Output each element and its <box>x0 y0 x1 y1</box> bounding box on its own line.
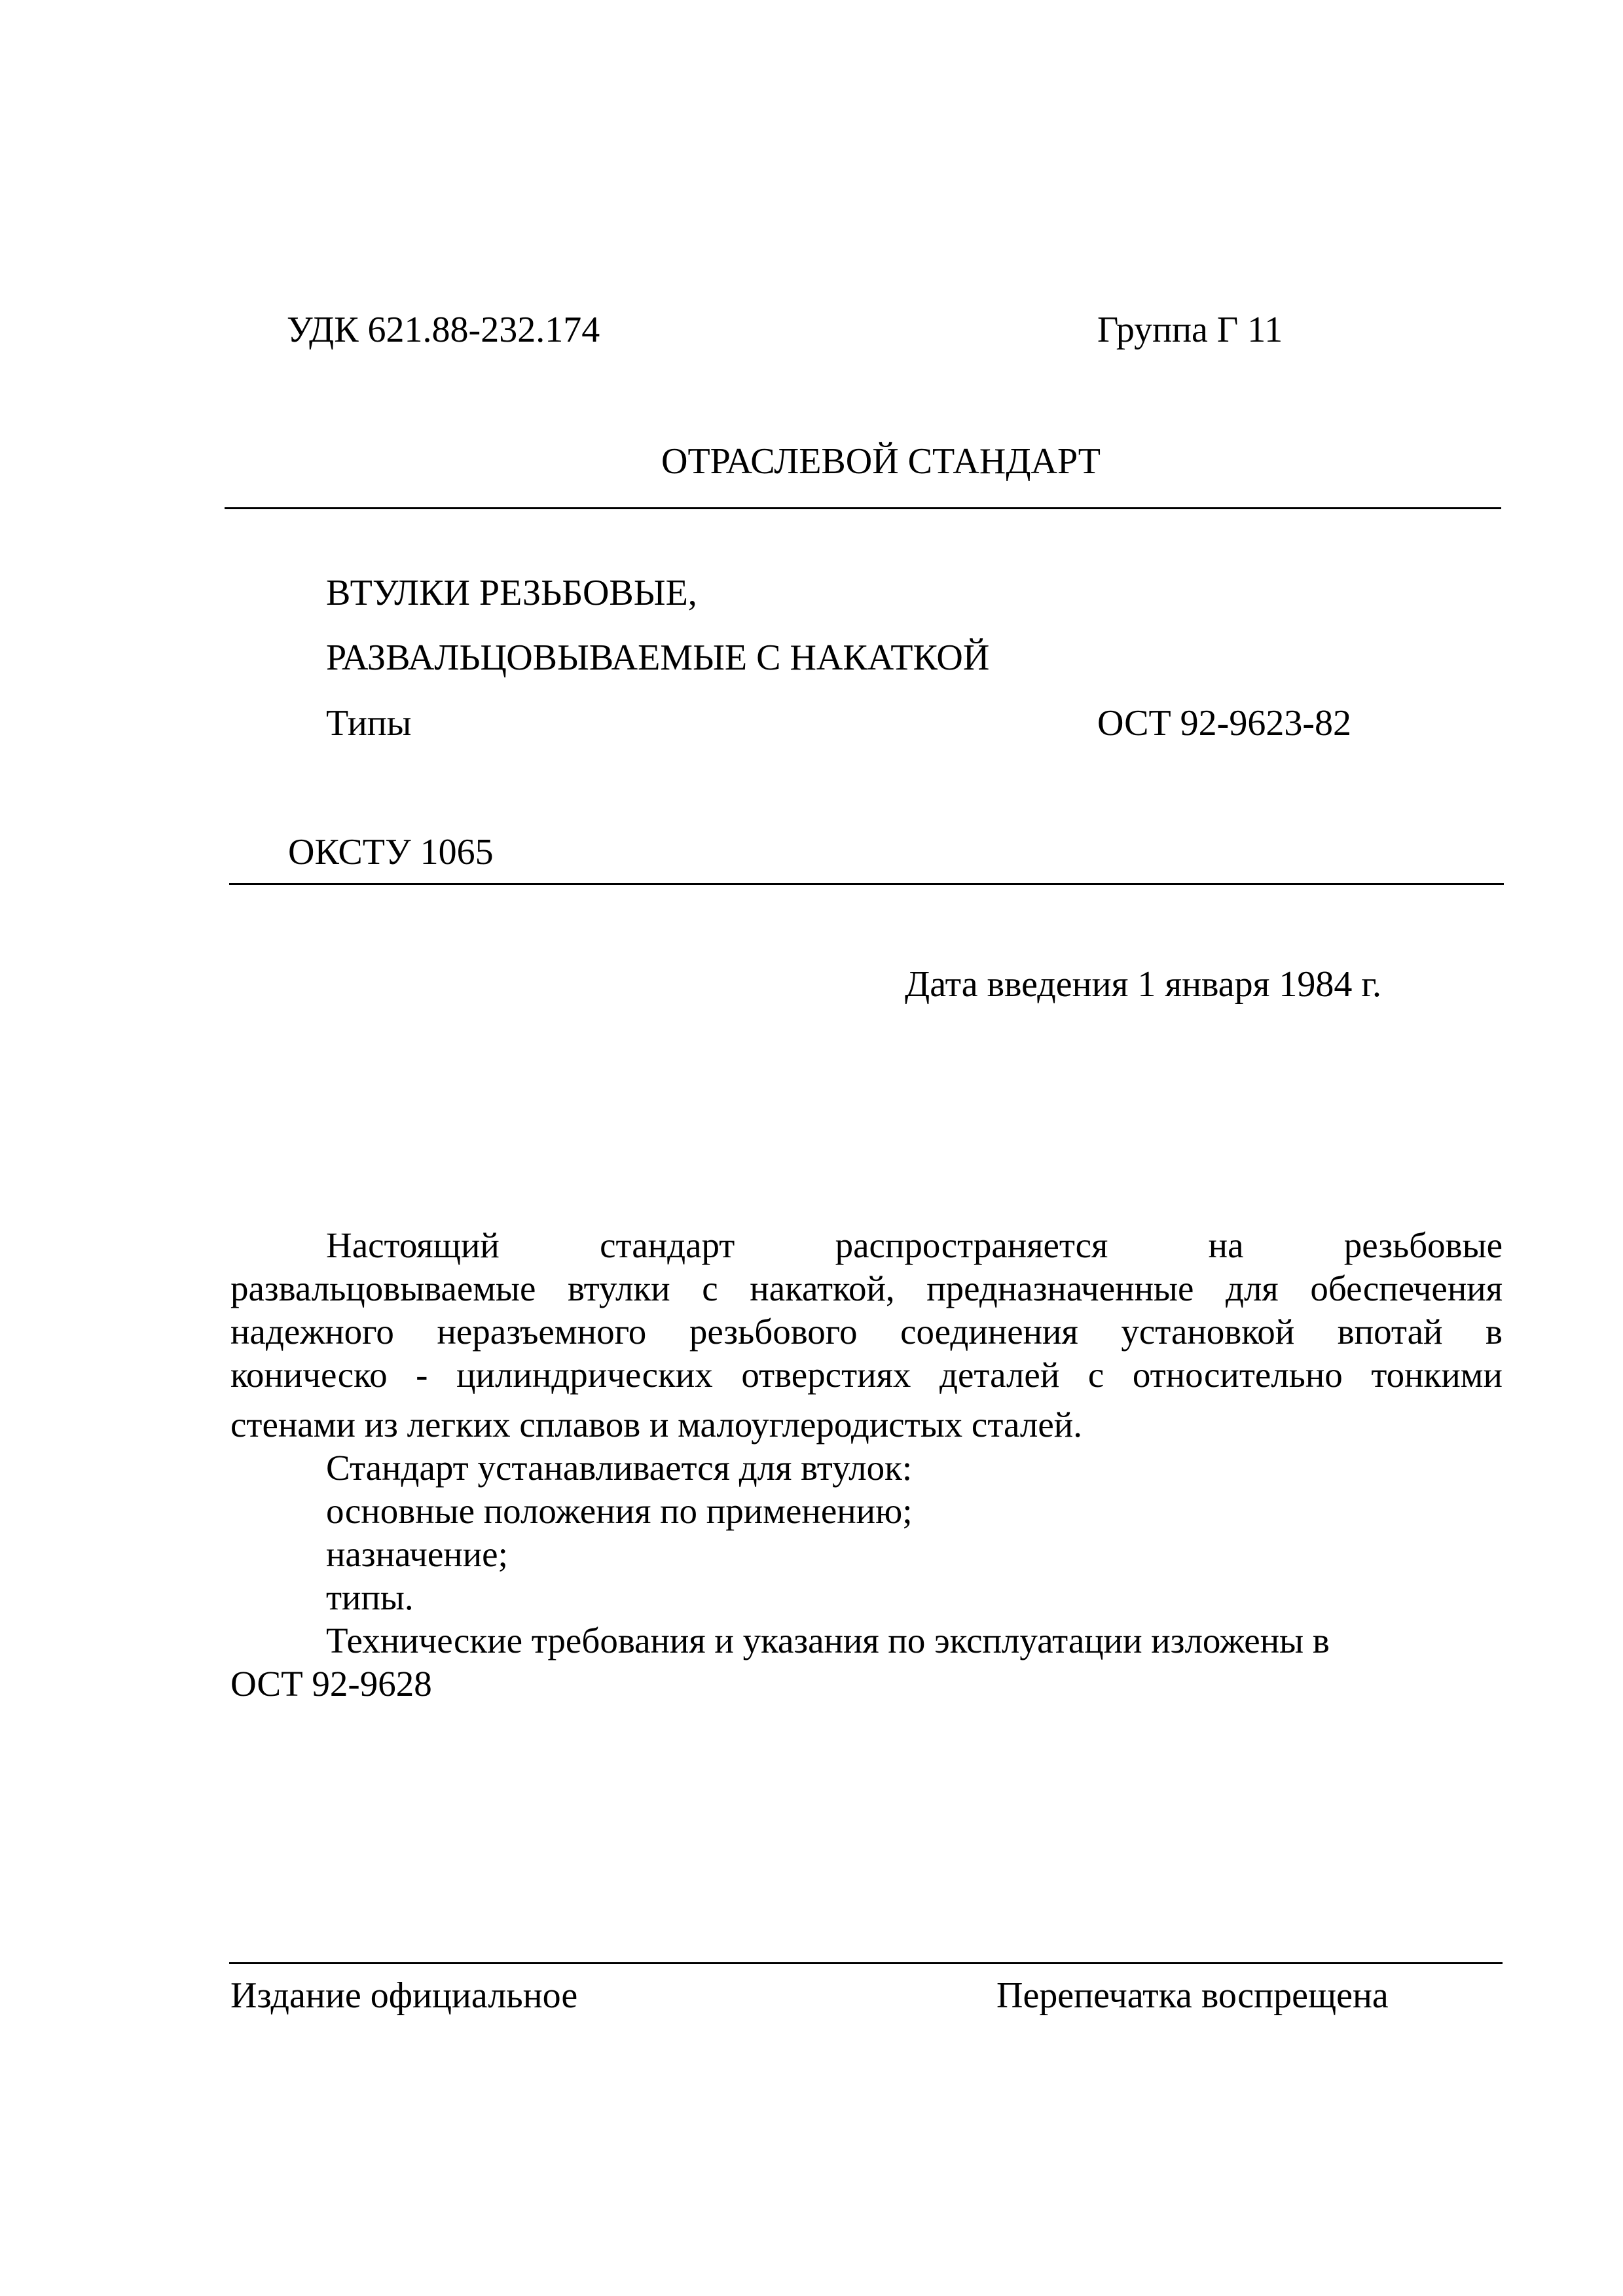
footer-rule <box>229 1962 1503 1964</box>
list-item: типы. <box>326 1577 414 1617</box>
introduction-date: Дата введения 1 января 1984 г. <box>905 964 1382 1005</box>
header-rule <box>225 507 1501 509</box>
paragraph-line: коническо - цилиндрических отверстиях деталей с относительно тонкими <box>230 1355 1503 1395</box>
standard-designation: ОСТ 92-9623-82 <box>1097 703 1351 744</box>
list-item: основные положения по применению; <box>326 1491 913 1531</box>
tech-requirements-line-2: ОСТ 92-9628 <box>230 1664 432 1704</box>
paragraph-line: надежного неразъемного резьбового соединения установкой впотай в <box>230 1312 1503 1352</box>
reprint-note: Перепечатка воспрещена <box>996 1975 1389 2016</box>
edition-note: Издание официальное <box>230 1975 578 2016</box>
paragraph-line: Настоящий стандарт распространяется на резьбовые <box>326 1225 1503 1265</box>
standard-name-line-2: РАЗВАЛЬЦОВЫВАЕМЫЕ С НАКАТКОЙ <box>326 637 990 678</box>
standard-name-line-1: ВТУЛКИ РЕЗЬБОВЫЕ, <box>326 573 697 613</box>
okstu-code: ОКСТУ 1065 <box>288 832 494 872</box>
group-code: Группа Г 11 <box>1097 310 1283 350</box>
standard-subtitle: Типы <box>326 703 412 744</box>
list-item: назначение; <box>326 1534 508 1574</box>
okstu-rule <box>229 883 1504 885</box>
paragraph-line: стенами из легких сплавов и малоуглеродистых сталей. <box>230 1405 1082 1444</box>
scope-intro: Стандарт устанавливается для втулок: <box>326 1448 913 1488</box>
document-type-title: ОТРАСЛЕВОЙ СТАНДАРТ <box>661 441 1101 482</box>
udk-code: УДК 621.88-232.174 <box>287 310 600 350</box>
tech-requirements-line-1: Технические требования и указания по эксплуатации изложены в <box>326 1621 1330 1660</box>
paragraph-line: развальцовываемые втулки с накаткой, предназначенные для обеспечения <box>230 1268 1503 1308</box>
